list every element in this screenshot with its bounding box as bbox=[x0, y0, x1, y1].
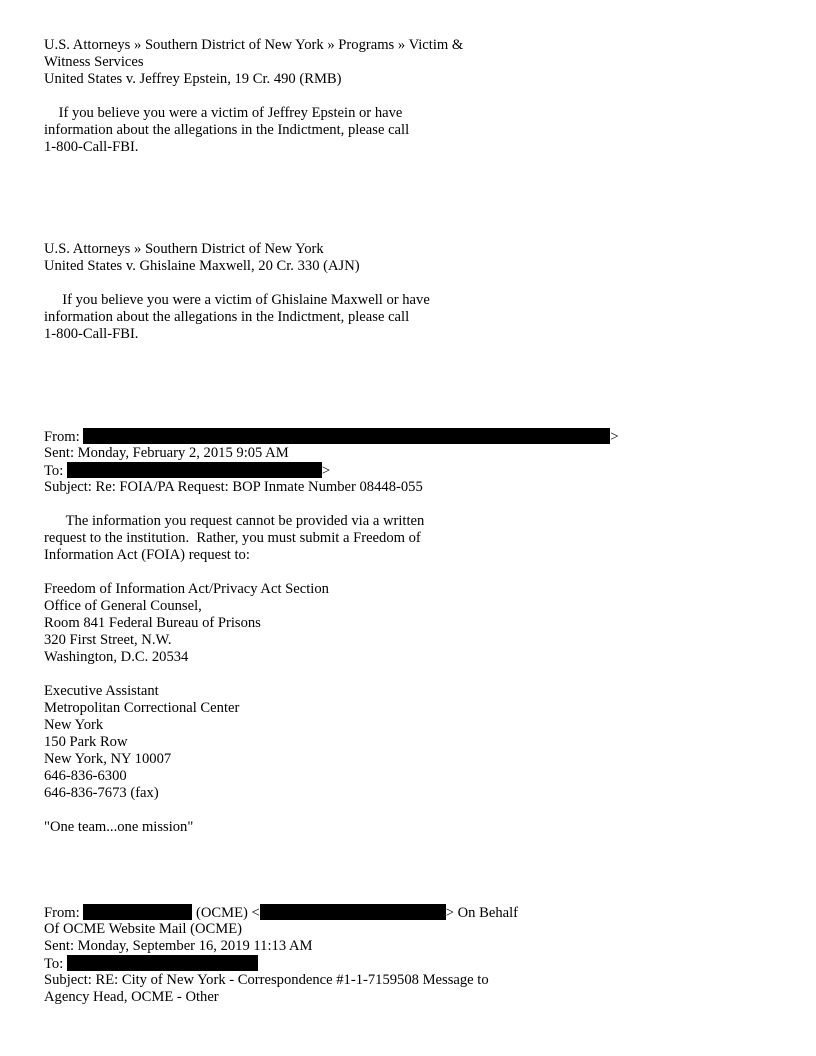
email-from bbox=[44, 428, 619, 445]
body-line: information about the allegations in the Indictment, please call bbox=[44, 122, 410, 138]
email-from bbox=[44, 904, 518, 921]
to-label: To: bbox=[44, 463, 67, 479]
motto: "One team...one mission" bbox=[44, 819, 194, 835]
email-to bbox=[44, 955, 258, 972]
email-sent: Sent: Monday, February 2, 2015 9:05 AM bbox=[44, 445, 289, 461]
body-line: 1-800-Call-FBI. bbox=[44, 326, 139, 342]
email-subject-continued: Agency Head, OCME - Other bbox=[44, 989, 219, 1005]
from-suffix: > On Behalf bbox=[445, 905, 519, 921]
signature-line: 646-836-6300 bbox=[44, 768, 127, 784]
address-line: 320 First Street, N.W. bbox=[44, 632, 172, 648]
address-line: Room 841 Federal Bureau of Prisons bbox=[44, 615, 261, 631]
body-line: The information you request cannot be provided via a written bbox=[44, 513, 425, 529]
case-title: United States v. Jeffrey Epstein, 19 Cr. 490 (RMB) bbox=[44, 71, 342, 87]
body-line: Information Act (FOIA) request to: bbox=[44, 547, 250, 563]
breadcrumb-continued: Witness Services bbox=[44, 54, 144, 70]
signature-line: 150 Park Row bbox=[44, 734, 128, 750]
case-title: United States v. Ghislaine Maxwell, 20 Cr. 330 (AJN) bbox=[44, 258, 360, 274]
email-subject: Subject: Re: FOIA/PA Request: BOP Inmate Number 08448-055 bbox=[44, 479, 423, 495]
from-org: (OCME) < bbox=[192, 905, 260, 921]
redaction bbox=[83, 428, 610, 444]
signature-line: Executive Assistant bbox=[44, 683, 159, 699]
from-label: From: bbox=[44, 429, 84, 445]
redaction bbox=[83, 904, 192, 920]
signature-line: New York bbox=[44, 717, 104, 733]
body-line: request to the institution. Rather, you must submit a Freedom of bbox=[44, 530, 421, 546]
body-line: If you believe you were a victim of Ghislaine Maxwell or have bbox=[44, 292, 430, 308]
body-line: information about the allegations in the Indictment, please call bbox=[44, 309, 410, 325]
to-label: To: bbox=[44, 956, 67, 972]
signature-line: 646-836-7673 (fax) bbox=[44, 785, 159, 801]
email-from-continued: Of OCME Website Mail (OCME) bbox=[44, 921, 242, 937]
email-to bbox=[44, 462, 330, 479]
breadcrumb: U.S. Attorneys » Southern District of New York bbox=[44, 241, 324, 257]
signature-line: Metropolitan Correctional Center bbox=[44, 700, 240, 716]
address-line: Office of General Counsel, bbox=[44, 598, 202, 614]
from-label: From: bbox=[44, 905, 84, 921]
body-line: 1-800-Call-FBI. bbox=[44, 139, 139, 155]
to-suffix: > bbox=[321, 463, 331, 479]
redaction bbox=[67, 955, 258, 971]
address-line: Freedom of Information Act/Privacy Act Section bbox=[44, 581, 329, 597]
redaction bbox=[67, 462, 322, 478]
email-subject: Subject: RE: City of New York - Correspondence #1-1-7159508 Message to bbox=[44, 972, 489, 988]
redaction bbox=[260, 904, 446, 920]
signature-line: New York, NY 10007 bbox=[44, 751, 172, 767]
body-line: If you believe you were a victim of Jeffrey Epstein or have bbox=[44, 105, 403, 121]
email-sent: Sent: Monday, September 16, 2019 11:13 AM bbox=[44, 938, 313, 954]
address-line: Washington, D.C. 20534 bbox=[44, 649, 189, 665]
from-suffix: > bbox=[610, 429, 619, 445]
breadcrumb: U.S. Attorneys » Southern District of New York » Programs » Victim & bbox=[44, 37, 464, 53]
